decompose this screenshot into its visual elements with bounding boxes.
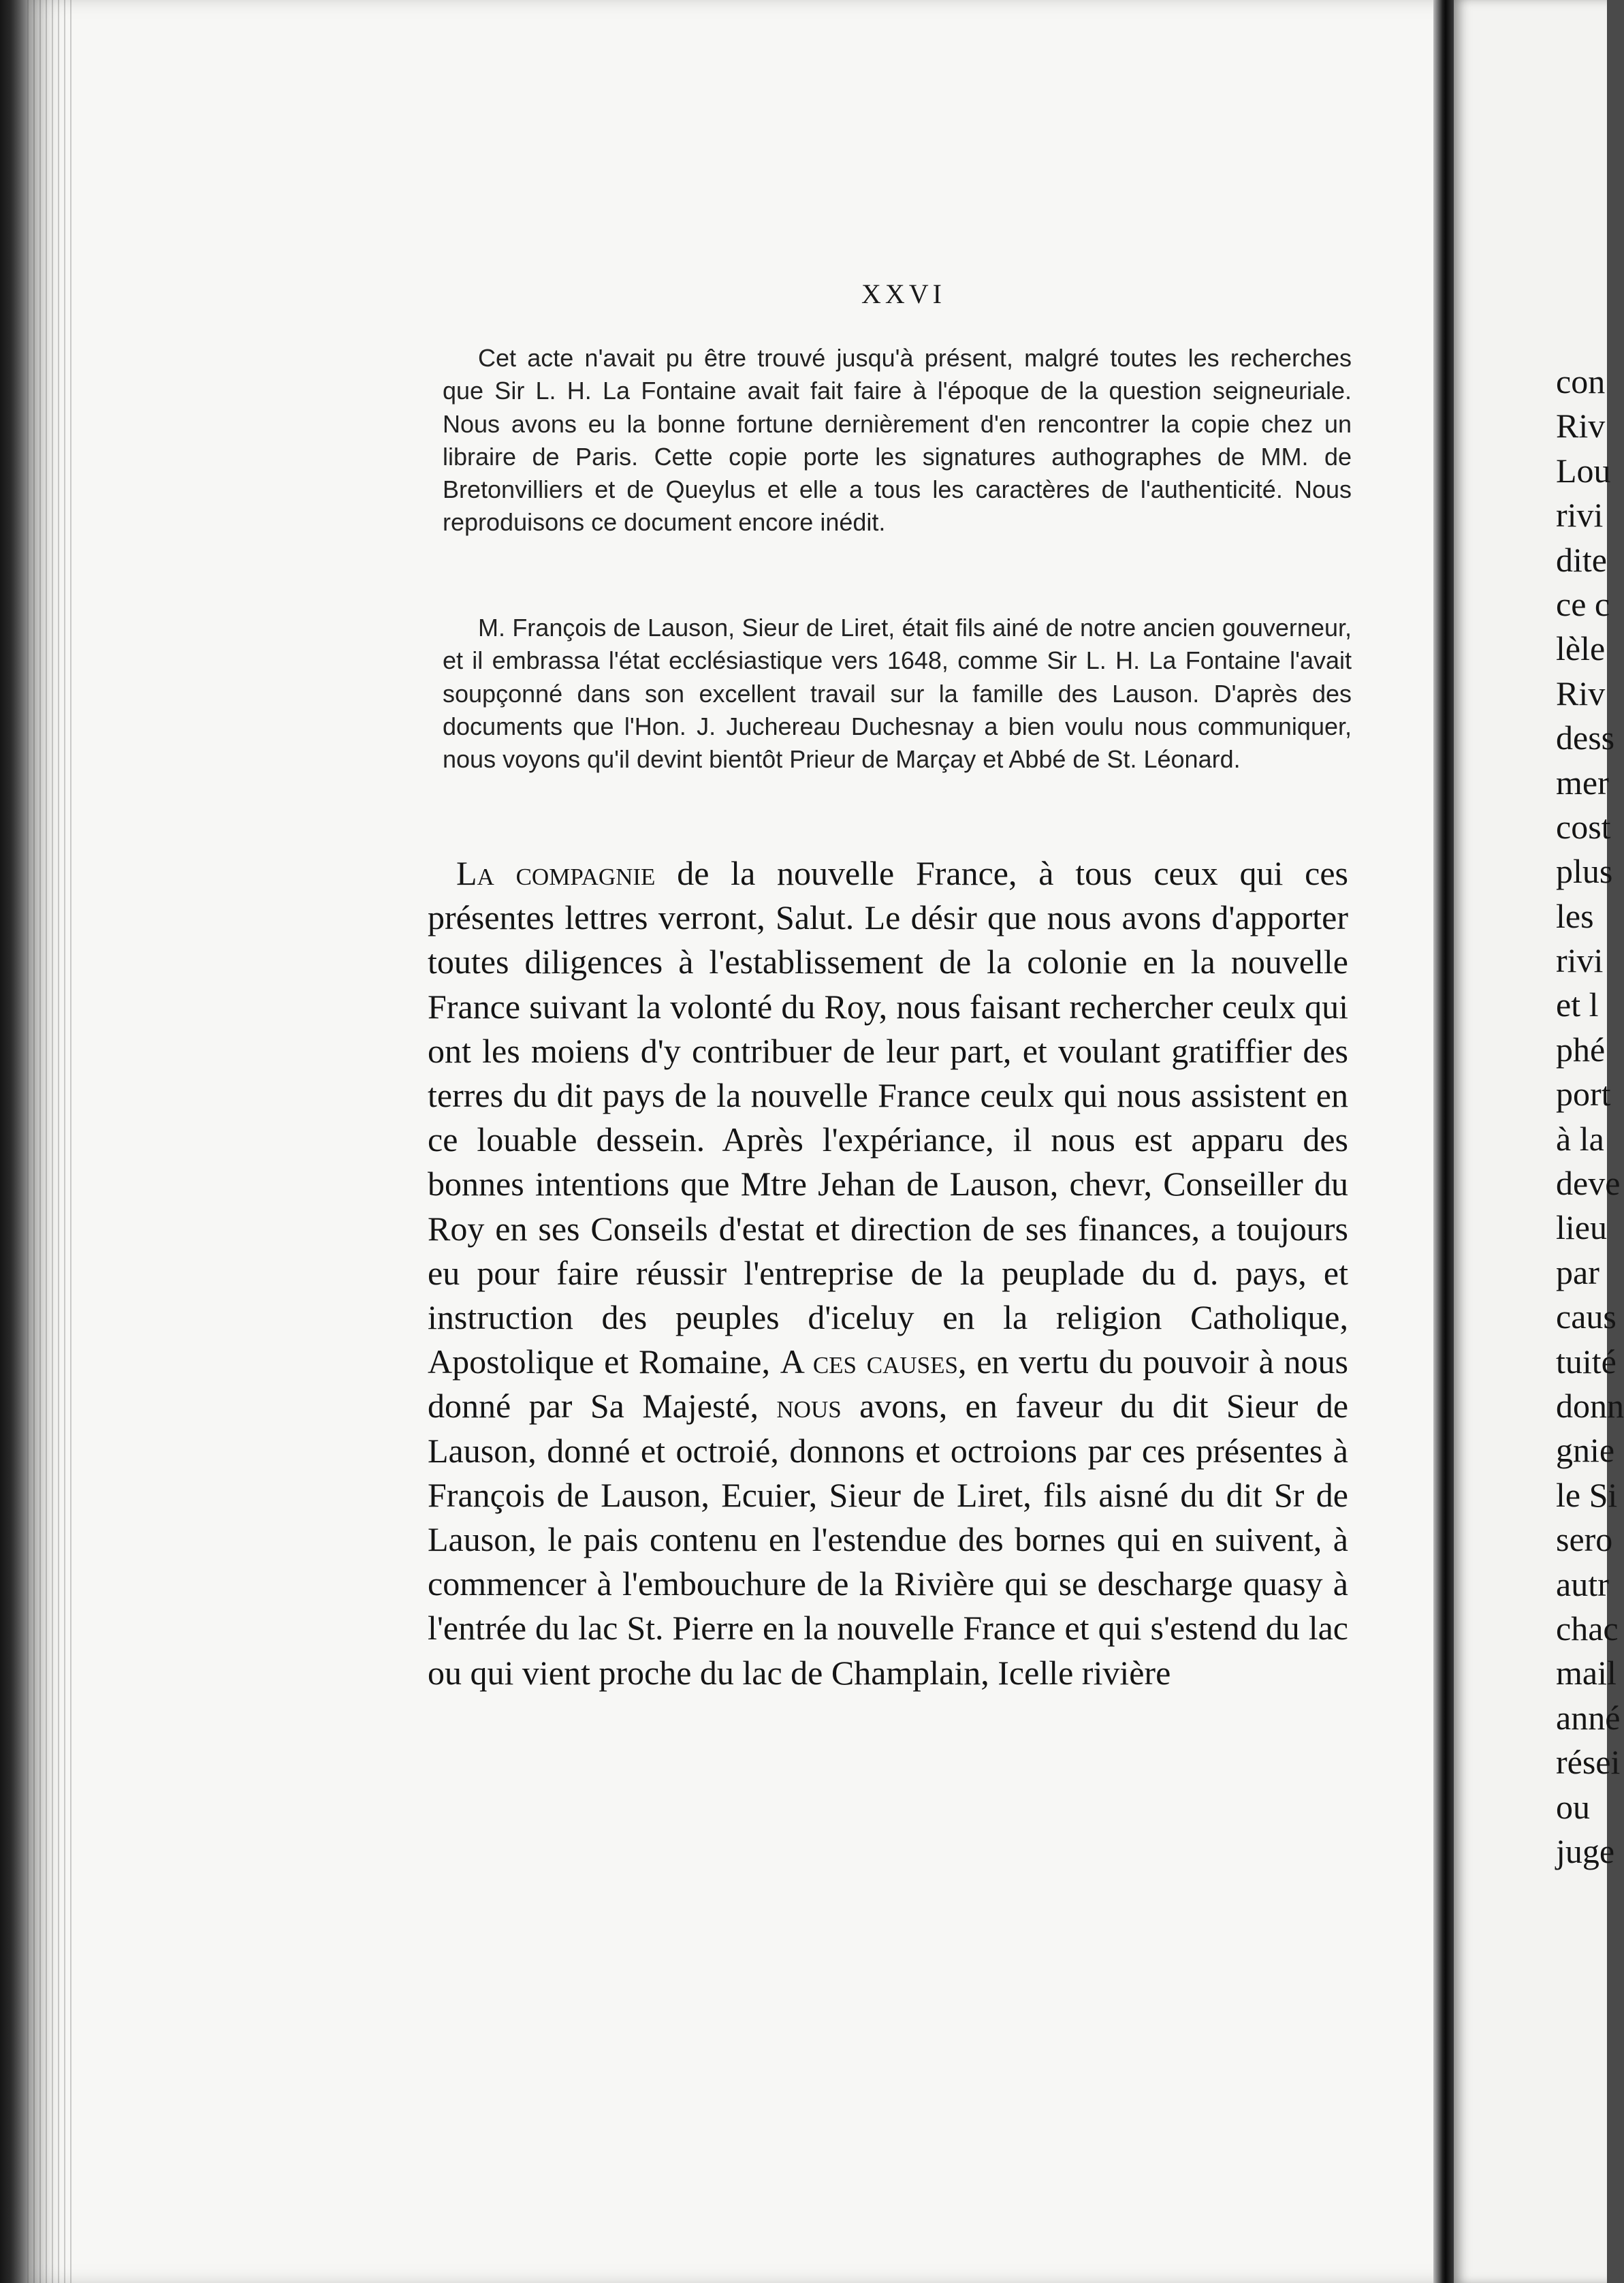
right-page-line: gnie bbox=[1556, 1431, 1615, 1470]
right-page-line: Riv bbox=[1556, 674, 1606, 712]
book-gutter bbox=[1433, 0, 1454, 2283]
right-page-line: caus bbox=[1556, 1297, 1617, 1336]
right-page-line: chac bbox=[1556, 1609, 1619, 1648]
right-page-line: donn bbox=[1556, 1386, 1624, 1425]
right-page-line: ou bbox=[1556, 1787, 1590, 1826]
right-page-line: sero bbox=[1556, 1520, 1613, 1559]
footnote-1 bbox=[443, 342, 1352, 539]
right-page-line: dite bbox=[1556, 540, 1607, 579]
book-binding bbox=[0, 0, 27, 2283]
right-page-line: port bbox=[1556, 1075, 1611, 1114]
main-paragraph bbox=[428, 851, 1348, 1695]
right-page-line: rivi bbox=[1556, 941, 1604, 980]
right-page-line: deve bbox=[1556, 1164, 1621, 1203]
right-page-line: phé bbox=[1556, 1030, 1606, 1069]
right-page-line: anné bbox=[1556, 1698, 1621, 1737]
page-edges bbox=[27, 0, 75, 2283]
body-part-2: , en vertu du pouvoir à nous donné par Sa Majesté, bbox=[428, 1342, 1348, 1426]
right-page-line: rései bbox=[1556, 1743, 1621, 1782]
main-body-text bbox=[428, 851, 1348, 1695]
right-page-line: cost bbox=[1556, 807, 1611, 846]
right-page-line: à la bbox=[1556, 1119, 1604, 1158]
right-page-line: dess bbox=[1556, 719, 1615, 757]
right-page-line: par bbox=[1556, 1253, 1599, 1291]
body-part-1: de la nouvelle France, à tous ceux qui ces présentes lettres verront, Salut. Le désir que nous avons d'apporter toutes diligences à l'establissement de la colonie en la nouvelle France suivant la volonté du Roy, nous faisant rechercher ceulx qui ont les moiens d'y contribuer de leur part, et voulant gratiffier des terres du dit pays de la nouvelle France ceulx qui nous assistent en ce louable dessein. Après l'expériance, il nous est apparu des bonnes intentions que Mtre Jehan de Lauson, chevr, Conseiller du Roy en ses Conseils d'estat et direction de ses finances, a toujours eu pour faire réussir l'entreprise de la peuplade du d. pays, et instruction des peuples d'iceluy en la religion Catholique, Apostolique et Romaine, bbox=[428, 854, 1348, 1381]
right-page-line: ce c bbox=[1556, 584, 1610, 623]
right-page-line: plus bbox=[1556, 852, 1613, 891]
right-page-line: juge bbox=[1556, 1831, 1615, 1870]
right-page-line: et l bbox=[1556, 986, 1599, 1024]
right-page-line: tuité bbox=[1556, 1342, 1617, 1381]
smallcaps-causes: A ces causes bbox=[780, 1342, 958, 1381]
right-page-line: autr bbox=[1556, 1564, 1609, 1603]
right-page-line: mer bbox=[1556, 763, 1609, 802]
opening-smallcaps: La compagnie bbox=[456, 854, 656, 892]
right-page-text bbox=[1556, 360, 1624, 1874]
footnote-2-text: M. François de Lauson, Sieur de Liret, était fils ainé de notre ancien gouverneur, et il embrassa l'état ecclésiastique vers 1648, comme Sir L. H. La Fontaine l'avait soupçonné dans son excellent travail sur la famille des Lauson. D'après des documents que l'Hon. J. Juchereau Duchesnay a bien voulu nous communiquer, nous voyons qu'il devint bientôt Prieur de Marçay et Abbé de St. Léonard. bbox=[443, 614, 1352, 774]
footnote-1-text: Cet acte n'avait pu être trouvé jusqu'à présent, malgré toutes les recherches que Sir L. H. La Fontaine avait fait faire à l'époque de la question seigneuriale. Nous avons eu la bonne fortune dernièrement d'en rencontrer la copie chez un libraire de Paris. Cette copie porte les signatures authographes de MM. de Bretonvilliers et de Queylus et elle a tous les caractères de l'authenticité. Nous reproduisons ce document encore inédit. bbox=[443, 344, 1352, 537]
page-folio: XXVI bbox=[861, 279, 946, 309]
right-page-line: Lou bbox=[1556, 451, 1611, 490]
body-part-3: avons, en faveur du dit Sieur de Lauson, donné et octroié, donnons et octroions par ces présentes à François de Lauson, Ecuier, Sieur de Liret, fils aisné du dit Sr de Lauson, le pais contenu en l'estendue des bornes qui en suivent, à commencer à l'embouchure de la Rivière qui se descharge quasy à l'entrée du lac St. Pierre en la nouvelle France et qui s'estend du lac ou qui vient proche du lac de Champlain, Icelle rivière bbox=[428, 1387, 1349, 1692]
right-page-line: rivi bbox=[1556, 496, 1604, 535]
smallcaps-nous: nous bbox=[776, 1387, 842, 1426]
footnote-2 bbox=[443, 612, 1352, 776]
right-page-line: le Si bbox=[1556, 1475, 1618, 1514]
right-page-line: lèle bbox=[1556, 629, 1606, 668]
right-page-line: con bbox=[1556, 362, 1606, 400]
right-page-line: lieu bbox=[1556, 1208, 1607, 1247]
right-page-line: mail bbox=[1556, 1654, 1617, 1692]
right-page-line: les bbox=[1556, 896, 1594, 935]
right-page-line: Riv bbox=[1556, 407, 1606, 445]
